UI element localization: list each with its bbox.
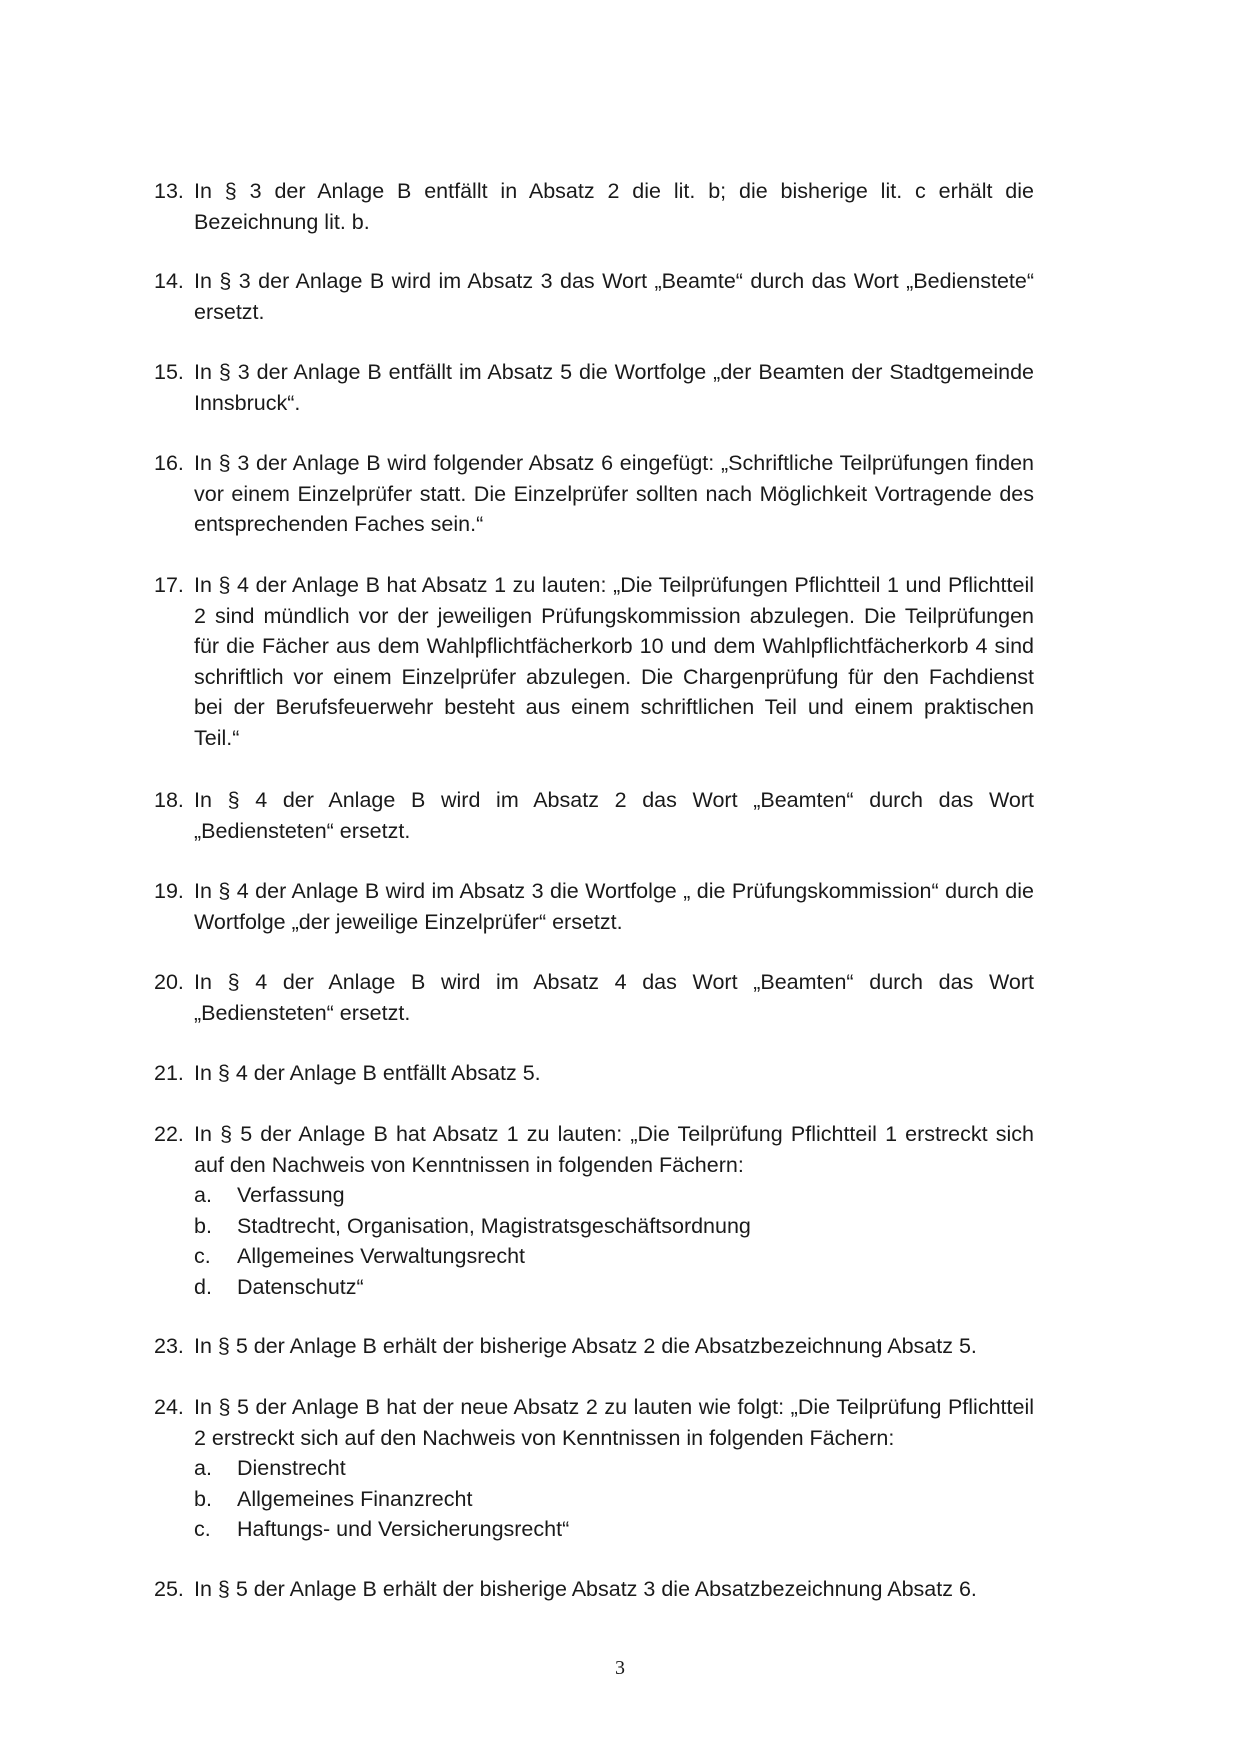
sub-item-text: Verfassung	[237, 1183, 345, 1207]
item-text: In § 4 der Anlage B hat Absatz 1 zu lauten: „Die Teilprüfungen Pflichtteil 1 und Pflichtteil 2 sind mündlich vor der jeweiligen Prüfungskommission abzulegen. Die Teilprüfungen für die Fächer aus dem Wahlpflichtfächerkorb 10 und dem Wahlpflichtfächerkorb 4 sind schriftlich vor einem Einzelprüfer abzulegen. Die Chargenprüfung für den Fachdienst bei der Berufsfeuerwehr besteht aus einem schriftlichen Teil und einem praktischen Teil.“	[194, 573, 1034, 750]
item-text: In § 4 der Anlage B wird im Absatz 4 das Wort „Beamten“ durch das Wort „Bediensteten“ ersetzt.	[194, 970, 1034, 1025]
list-item-17	[154, 570, 1034, 753]
sub-item-letter: b.	[194, 1486, 212, 1511]
list-item-25	[154, 1574, 1034, 1605]
sub-item-letter: c.	[194, 1244, 211, 1268]
sub-item-text: Dienstrecht	[237, 1456, 346, 1480]
item-number: 22.	[154, 1122, 184, 1146]
item-number: 21.	[154, 1061, 184, 1085]
item-text: In § 4 der Anlage B wird im Absatz 3 die Wortfolge „ die Prüfungskommission“ durch die Wortfolge „der jeweilige Einzelprüfer“ ersetzt.	[194, 879, 1034, 934]
item-number: 25.	[154, 1577, 184, 1601]
sub-item	[194, 1272, 1034, 1303]
item-number: 18.	[154, 788, 184, 812]
item-text: In § 3 der Anlage B entfällt im Absatz 5 die Wortfolge „der Beamten der Stadtgemeinde Innsbruck“.	[194, 360, 1034, 415]
item-text: In § 3 der Anlage B wird im Absatz 3 das Wort „Beamte“ durch das Wort „Bedienstete“ ersetzt.	[194, 269, 1034, 324]
item-text: In § 5 der Anlage B erhält der bisherige Absatz 3 die Absatzbezeichnung Absatz 6.	[194, 1577, 977, 1601]
item-number: 19.	[154, 879, 184, 903]
list-item-22	[154, 1119, 1034, 1302]
sub-item-text: Allgemeines Finanzrecht	[237, 1486, 473, 1511]
list-item-20	[154, 967, 1034, 1028]
list-item-24	[154, 1392, 1034, 1545]
list-item-15	[154, 357, 1034, 418]
item-number: 17.	[154, 573, 184, 597]
list-item-13	[154, 176, 1034, 237]
item-number: 23.	[154, 1334, 184, 1358]
item-number: 16.	[154, 451, 184, 475]
sub-item-letter: b.	[194, 1213, 212, 1238]
item-text: In § 5 der Anlage B hat Absatz 1 zu lauten: „Die Teilprüfung Pflichtteil 1 erstreckt sich auf den Nachweis von Kenntnissen in folgenden Fächern:	[194, 1122, 1034, 1177]
list-item-23	[154, 1331, 1034, 1362]
page-number: 3	[615, 1657, 625, 1679]
item-text: In § 4 der Anlage B entfällt Absatz 5.	[194, 1061, 541, 1085]
sub-item-letter: a.	[194, 1183, 212, 1207]
sub-item	[194, 1484, 1034, 1515]
item-number: 14.	[154, 269, 184, 293]
list-item-18	[154, 785, 1034, 846]
list-item-16	[154, 448, 1034, 540]
sub-item	[194, 1180, 1034, 1211]
sub-item-letter: a.	[194, 1456, 212, 1480]
item-number: 20.	[154, 970, 184, 994]
list-item-14	[154, 266, 1034, 327]
sub-item-text: Haftungs- und Versicherungsrecht“	[237, 1517, 570, 1541]
sub-item	[194, 1241, 1034, 1272]
sub-item	[194, 1211, 1034, 1242]
item-text: In § 5 der Anlage B erhält der bisherige Absatz 2 die Absatzbezeichnung Absatz 5.	[194, 1334, 977, 1358]
sub-item-letter: c.	[194, 1517, 211, 1541]
sub-item-text: Datenschutz“	[237, 1274, 364, 1299]
item-text: In § 3 der Anlage B entfällt in Absatz 2 die lit. b; die bisherige lit. c erhält die Bezeichnung lit. b.	[194, 179, 1034, 234]
item-text: In § 5 der Anlage B hat der neue Absatz 2 zu lauten wie folgt: „Die Teilprüfung Pflichtteil 2 erstreckt sich auf den Nachweis von Kenntnissen in folgenden Fächern:	[194, 1395, 1034, 1450]
list-item-21	[154, 1058, 1034, 1089]
sub-item	[194, 1453, 1034, 1484]
item-number: 15.	[154, 360, 184, 384]
list-item-19	[154, 876, 1034, 937]
sub-item-text: Allgemeines Verwaltungsrecht	[237, 1244, 526, 1268]
sub-item	[194, 1514, 1034, 1545]
item-text: In § 4 der Anlage B wird im Absatz 2 das Wort „Beamten“ durch das Wort „Bediensteten“ ersetzt.	[194, 788, 1034, 843]
item-number: 13.	[154, 179, 184, 203]
sub-item-text: Stadtrecht, Organisation, Magistratsgeschäftsordnung	[237, 1213, 751, 1238]
item-text: In § 3 der Anlage B wird folgender Absatz 6 eingefügt: „Schriftliche Teilprüfungen finden vor einem Einzelprüfer statt. Die Einzelprüfer sollten nach Möglichkeit Vortragende des entsprechenden Faches sein.“	[194, 451, 1034, 536]
item-number: 24.	[154, 1395, 184, 1419]
sub-item-letter: d.	[194, 1274, 212, 1299]
